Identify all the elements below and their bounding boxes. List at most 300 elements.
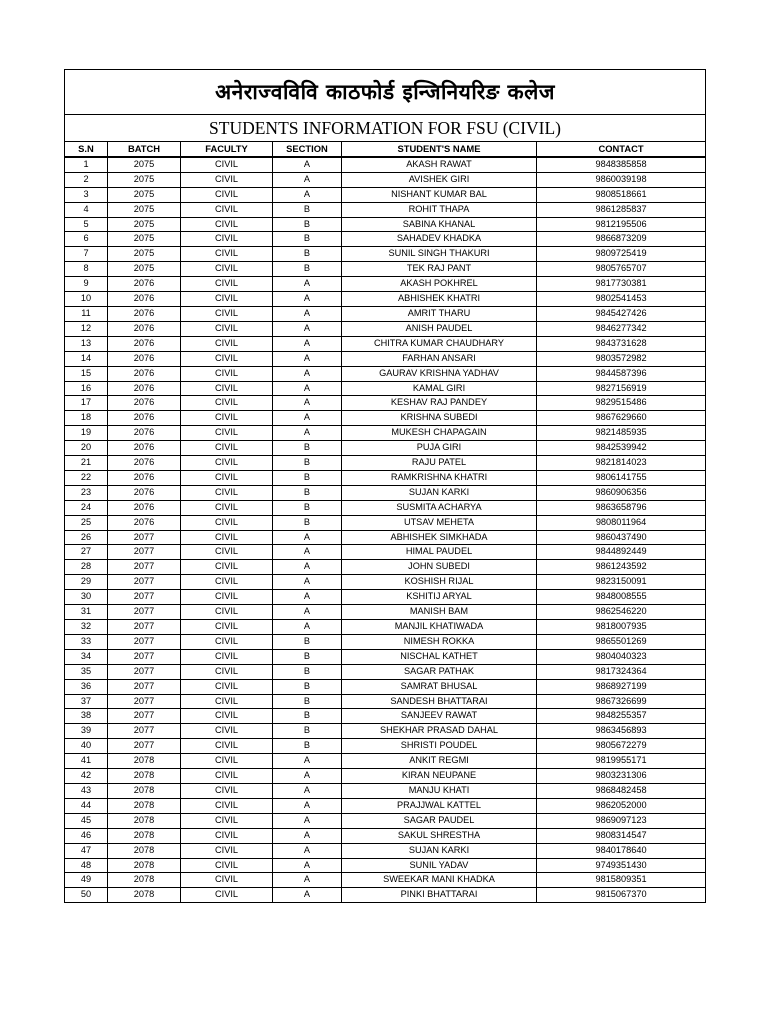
table-row xyxy=(65,620,706,635)
cell-contact: 9848385858 xyxy=(537,157,706,172)
cell-faculty: CIVIL xyxy=(181,277,273,292)
cell-student-name: AVISHEK GIRI xyxy=(342,172,537,187)
table-row xyxy=(65,754,706,769)
column-header-faculty: FACULTY xyxy=(181,142,273,157)
cell-student-name: PUJA GIRI xyxy=(342,441,537,456)
cell-student-name: KIRAN NEUPANE xyxy=(342,769,537,784)
cell-student-name: UTSAV MEHETA xyxy=(342,515,537,530)
cell-sn: 12 xyxy=(65,321,108,336)
cell-faculty: CIVIL xyxy=(181,590,273,605)
cell-batch: 2078 xyxy=(108,783,181,798)
cell-faculty: CIVIL xyxy=(181,545,273,560)
cell-faculty: CIVIL xyxy=(181,202,273,217)
cell-section: B xyxy=(273,217,342,232)
cell-contact: 9863658796 xyxy=(537,500,706,515)
cell-batch: 2077 xyxy=(108,709,181,724)
cell-section: A xyxy=(273,157,342,172)
cell-section: B xyxy=(273,649,342,664)
table-row xyxy=(65,888,706,903)
column-header-batch: BATCH xyxy=(108,142,181,157)
cell-student-name: SWEEKAR MANI KHADKA xyxy=(342,873,537,888)
cell-sn: 34 xyxy=(65,649,108,664)
cell-faculty: CIVIL xyxy=(181,187,273,202)
students-table xyxy=(64,69,706,903)
cell-contact: 9804040323 xyxy=(537,649,706,664)
cell-batch: 2076 xyxy=(108,456,181,471)
cell-faculty: CIVIL xyxy=(181,351,273,366)
cell-student-name: ANKIT REGMI xyxy=(342,754,537,769)
cell-sn: 47 xyxy=(65,843,108,858)
table-row xyxy=(65,694,706,709)
cell-faculty: CIVIL xyxy=(181,336,273,351)
column-header-sn: S.N xyxy=(65,142,108,157)
cell-section: A xyxy=(273,560,342,575)
table-row xyxy=(65,247,706,262)
cell-contact: 9808011964 xyxy=(537,515,706,530)
table-row xyxy=(65,545,706,560)
cell-sn: 44 xyxy=(65,798,108,813)
cell-faculty: CIVIL xyxy=(181,411,273,426)
cell-contact: 9815809351 xyxy=(537,873,706,888)
cell-sn: 25 xyxy=(65,515,108,530)
sheet-title: STUDENTS INFORMATION FOR FSU (CIVIL) xyxy=(65,115,706,142)
cell-student-name: KAMAL GIRI xyxy=(342,381,537,396)
cell-section: A xyxy=(273,858,342,873)
cell-contact: 9861243592 xyxy=(537,560,706,575)
cell-student-name: SAGAR PATHAK xyxy=(342,664,537,679)
cell-faculty: CIVIL xyxy=(181,783,273,798)
cell-student-name: FARHAN ANSARI xyxy=(342,351,537,366)
cell-section: A xyxy=(273,575,342,590)
table-row xyxy=(65,306,706,321)
cell-section: A xyxy=(273,605,342,620)
cell-faculty: CIVIL xyxy=(181,247,273,262)
cell-batch: 2076 xyxy=(108,381,181,396)
cell-batch: 2075 xyxy=(108,172,181,187)
cell-faculty: CIVIL xyxy=(181,873,273,888)
cell-batch: 2076 xyxy=(108,292,181,307)
cell-batch: 2076 xyxy=(108,351,181,366)
cell-student-name: SABINA KHANAL xyxy=(342,217,537,232)
cell-contact: 9865501269 xyxy=(537,634,706,649)
cell-batch: 2077 xyxy=(108,649,181,664)
cell-sn: 46 xyxy=(65,828,108,843)
cell-section: A xyxy=(273,888,342,903)
column-header-contact: CONTACT xyxy=(537,142,706,157)
table-row xyxy=(65,292,706,307)
cell-sn: 3 xyxy=(65,187,108,202)
cell-sn: 37 xyxy=(65,694,108,709)
cell-faculty: CIVIL xyxy=(181,649,273,664)
cell-student-name: ROHIT THAPA xyxy=(342,202,537,217)
cell-faculty: CIVIL xyxy=(181,157,273,172)
table-row xyxy=(65,232,706,247)
cell-sn: 20 xyxy=(65,441,108,456)
cell-batch: 2078 xyxy=(108,843,181,858)
cell-student-name: MANJIL KHATIWADA xyxy=(342,620,537,635)
cell-student-name: MANISH BAM xyxy=(342,605,537,620)
cell-section: B xyxy=(273,202,342,217)
cell-section: B xyxy=(273,485,342,500)
cell-faculty: CIVIL xyxy=(181,381,273,396)
cell-sn: 21 xyxy=(65,456,108,471)
cell-sn: 38 xyxy=(65,709,108,724)
cell-contact: 9863456893 xyxy=(537,724,706,739)
cell-faculty: CIVIL xyxy=(181,366,273,381)
cell-contact: 9829515486 xyxy=(537,396,706,411)
table-row xyxy=(65,485,706,500)
cell-student-name: SUNIL SINGH THAKURI xyxy=(342,247,537,262)
cell-sn: 30 xyxy=(65,590,108,605)
table-row xyxy=(65,441,706,456)
cell-contact: 9844587396 xyxy=(537,366,706,381)
cell-batch: 2078 xyxy=(108,858,181,873)
cell-section: A xyxy=(273,545,342,560)
cell-contact: 9861285837 xyxy=(537,202,706,217)
table-row xyxy=(65,262,706,277)
cell-section: B xyxy=(273,679,342,694)
cell-section: B xyxy=(273,694,342,709)
cell-section: A xyxy=(273,396,342,411)
cell-batch: 2076 xyxy=(108,396,181,411)
cell-section: A xyxy=(273,769,342,784)
cell-sn: 49 xyxy=(65,873,108,888)
cell-contact: 9846277342 xyxy=(537,321,706,336)
table-row xyxy=(65,605,706,620)
cell-faculty: CIVIL xyxy=(181,262,273,277)
table-row xyxy=(65,321,706,336)
cell-faculty: CIVIL xyxy=(181,172,273,187)
cell-student-name: AKASH POKHREL xyxy=(342,277,537,292)
table-row xyxy=(65,456,706,471)
cell-batch: 2075 xyxy=(108,202,181,217)
cell-sn: 7 xyxy=(65,247,108,262)
cell-section: B xyxy=(273,634,342,649)
cell-sn: 29 xyxy=(65,575,108,590)
cell-faculty: CIVIL xyxy=(181,232,273,247)
cell-contact: 9866873209 xyxy=(537,232,706,247)
cell-student-name: NIMESH ROKKA xyxy=(342,634,537,649)
cell-section: B xyxy=(273,441,342,456)
cell-section: B xyxy=(273,500,342,515)
table-row xyxy=(65,739,706,754)
college-title-devanagari: अनेराज्वविवि काठफोर्ड इन्जिनियरिङ कलेज xyxy=(65,70,706,115)
cell-contact: 9805765707 xyxy=(537,262,706,277)
cell-section: A xyxy=(273,277,342,292)
cell-sn: 45 xyxy=(65,813,108,828)
cell-faculty: CIVIL xyxy=(181,470,273,485)
cell-contact: 9827156919 xyxy=(537,381,706,396)
cell-contact: 9867326699 xyxy=(537,694,706,709)
header-row xyxy=(65,142,706,157)
cell-faculty: CIVIL xyxy=(181,321,273,336)
table-row xyxy=(65,783,706,798)
table-row xyxy=(65,828,706,843)
cell-section: B xyxy=(273,709,342,724)
cell-sn: 10 xyxy=(65,292,108,307)
cell-student-name: RAJU PATEL xyxy=(342,456,537,471)
table-row xyxy=(65,172,706,187)
cell-contact: 9803572982 xyxy=(537,351,706,366)
cell-contact: 9819955171 xyxy=(537,754,706,769)
cell-batch: 2076 xyxy=(108,306,181,321)
cell-batch: 2076 xyxy=(108,441,181,456)
cell-faculty: CIVIL xyxy=(181,500,273,515)
cell-contact: 9867629660 xyxy=(537,411,706,426)
cell-sn: 27 xyxy=(65,545,108,560)
cell-faculty: CIVIL xyxy=(181,798,273,813)
cell-sn: 13 xyxy=(65,336,108,351)
table-row xyxy=(65,769,706,784)
cell-section: A xyxy=(273,411,342,426)
cell-contact: 9806141755 xyxy=(537,470,706,485)
cell-sn: 1 xyxy=(65,157,108,172)
cell-batch: 2077 xyxy=(108,620,181,635)
cell-batch: 2077 xyxy=(108,560,181,575)
table-row xyxy=(65,351,706,366)
cell-student-name: KRISHNA SUBEDI xyxy=(342,411,537,426)
cell-sn: 33 xyxy=(65,634,108,649)
column-header-section: SECTION xyxy=(273,142,342,157)
cell-faculty: CIVIL xyxy=(181,754,273,769)
cell-faculty: CIVIL xyxy=(181,634,273,649)
cell-faculty: CIVIL xyxy=(181,828,273,843)
cell-student-name: SUNIL YADAV xyxy=(342,858,537,873)
cell-contact: 9821814023 xyxy=(537,456,706,471)
cell-student-name: SHEKHAR PRASAD DAHAL xyxy=(342,724,537,739)
table-row xyxy=(65,709,706,724)
cell-student-name: SUJAN KARKI xyxy=(342,485,537,500)
table-row xyxy=(65,157,706,172)
cell-sn: 9 xyxy=(65,277,108,292)
table-row xyxy=(65,798,706,813)
cell-section: A xyxy=(273,783,342,798)
cell-batch: 2076 xyxy=(108,426,181,441)
cell-contact: 9805672279 xyxy=(537,739,706,754)
cell-section: B xyxy=(273,739,342,754)
cell-sn: 14 xyxy=(65,351,108,366)
cell-sn: 19 xyxy=(65,426,108,441)
cell-batch: 2078 xyxy=(108,873,181,888)
cell-section: B xyxy=(273,247,342,262)
cell-batch: 2075 xyxy=(108,232,181,247)
cell-batch: 2076 xyxy=(108,515,181,530)
cell-student-name: MANJU KHATI xyxy=(342,783,537,798)
cell-sn: 43 xyxy=(65,783,108,798)
cell-contact: 9817324364 xyxy=(537,664,706,679)
cell-contact: 9803231306 xyxy=(537,769,706,784)
cell-sn: 48 xyxy=(65,858,108,873)
cell-batch: 2077 xyxy=(108,530,181,545)
table-row xyxy=(65,530,706,545)
cell-faculty: CIVIL xyxy=(181,426,273,441)
cell-section: A xyxy=(273,321,342,336)
cell-batch: 2077 xyxy=(108,545,181,560)
cell-faculty: CIVIL xyxy=(181,485,273,500)
cell-student-name: TEK RAJ PANT xyxy=(342,262,537,277)
cell-contact: 9869097123 xyxy=(537,813,706,828)
cell-batch: 2076 xyxy=(108,485,181,500)
table-row xyxy=(65,336,706,351)
cell-batch: 2078 xyxy=(108,798,181,813)
cell-student-name: NISHANT KUMAR BAL xyxy=(342,187,537,202)
cell-section: A xyxy=(273,306,342,321)
cell-batch: 2077 xyxy=(108,679,181,694)
cell-section: B xyxy=(273,232,342,247)
cell-faculty: CIVIL xyxy=(181,605,273,620)
cell-batch: 2075 xyxy=(108,247,181,262)
cell-batch: 2075 xyxy=(108,217,181,232)
cell-section: A xyxy=(273,873,342,888)
cell-batch: 2077 xyxy=(108,575,181,590)
cell-faculty: CIVIL xyxy=(181,515,273,530)
cell-contact: 9862546220 xyxy=(537,605,706,620)
cell-student-name: JOHN SUBEDI xyxy=(342,560,537,575)
cell-student-name: CHITRA KUMAR CHAUDHARY xyxy=(342,336,537,351)
cell-contact: 9808518661 xyxy=(537,187,706,202)
cell-faculty: CIVIL xyxy=(181,724,273,739)
cell-section: B xyxy=(273,664,342,679)
cell-batch: 2078 xyxy=(108,769,181,784)
cell-contact: 9842539942 xyxy=(537,441,706,456)
cell-batch: 2076 xyxy=(108,336,181,351)
cell-student-name: PRAJJWAL KATTEL xyxy=(342,798,537,813)
cell-student-name: ABHISHEK SIMKHADA xyxy=(342,530,537,545)
cell-contact: 9840178640 xyxy=(537,843,706,858)
cell-section: A xyxy=(273,426,342,441)
cell-contact: 9812195506 xyxy=(537,217,706,232)
cell-faculty: CIVIL xyxy=(181,739,273,754)
cell-contact: 9862052000 xyxy=(537,798,706,813)
cell-sn: 26 xyxy=(65,530,108,545)
table-row xyxy=(65,500,706,515)
table-row xyxy=(65,470,706,485)
cell-student-name: ABHISHEK KHATRI xyxy=(342,292,537,307)
cell-section: A xyxy=(273,530,342,545)
cell-batch: 2076 xyxy=(108,411,181,426)
cell-batch: 2077 xyxy=(108,605,181,620)
cell-faculty: CIVIL xyxy=(181,560,273,575)
cell-student-name: SANJEEV RAWAT xyxy=(342,709,537,724)
cell-section: B xyxy=(273,515,342,530)
table-row xyxy=(65,590,706,605)
cell-batch: 2075 xyxy=(108,187,181,202)
cell-batch: 2076 xyxy=(108,366,181,381)
cell-sn: 4 xyxy=(65,202,108,217)
cell-section: A xyxy=(273,381,342,396)
cell-faculty: CIVIL xyxy=(181,530,273,545)
cell-student-name: SUJAN KARKI xyxy=(342,843,537,858)
cell-faculty: CIVIL xyxy=(181,396,273,411)
cell-faculty: CIVIL xyxy=(181,664,273,679)
table-row xyxy=(65,515,706,530)
cell-sn: 22 xyxy=(65,470,108,485)
cell-sn: 18 xyxy=(65,411,108,426)
cell-sn: 41 xyxy=(65,754,108,769)
cell-faculty: CIVIL xyxy=(181,858,273,873)
cell-section: B xyxy=(273,724,342,739)
cell-batch: 2077 xyxy=(108,590,181,605)
cell-sn: 31 xyxy=(65,605,108,620)
table-row xyxy=(65,366,706,381)
cell-faculty: CIVIL xyxy=(181,306,273,321)
cell-student-name: KOSHISH RIJAL xyxy=(342,575,537,590)
cell-section: A xyxy=(273,351,342,366)
cell-batch: 2078 xyxy=(108,828,181,843)
table-row xyxy=(65,724,706,739)
cell-section: A xyxy=(273,843,342,858)
cell-batch: 2076 xyxy=(108,500,181,515)
cell-student-name: SAMRAT BHUSAL xyxy=(342,679,537,694)
cell-faculty: CIVIL xyxy=(181,217,273,232)
table-row xyxy=(65,664,706,679)
table-row xyxy=(65,426,706,441)
cell-contact: 9823150091 xyxy=(537,575,706,590)
cell-faculty: CIVIL xyxy=(181,292,273,307)
cell-section: A xyxy=(273,754,342,769)
table-row xyxy=(65,649,706,664)
cell-faculty: CIVIL xyxy=(181,694,273,709)
cell-sn: 11 xyxy=(65,306,108,321)
cell-batch: 2077 xyxy=(108,694,181,709)
cell-sn: 35 xyxy=(65,664,108,679)
table-row xyxy=(65,217,706,232)
cell-batch: 2075 xyxy=(108,262,181,277)
cell-sn: 8 xyxy=(65,262,108,277)
cell-student-name: SHRISTI POUDEL xyxy=(342,739,537,754)
cell-section: A xyxy=(273,828,342,843)
cell-contact: 9848255357 xyxy=(537,709,706,724)
cell-batch: 2077 xyxy=(108,664,181,679)
cell-section: A xyxy=(273,366,342,381)
cell-contact: 9817730381 xyxy=(537,277,706,292)
cell-sn: 36 xyxy=(65,679,108,694)
table-row xyxy=(65,381,706,396)
cell-contact: 9749351430 xyxy=(537,858,706,873)
cell-batch: 2077 xyxy=(108,634,181,649)
table-row xyxy=(65,396,706,411)
cell-student-name: KESHAV RAJ PANDEY xyxy=(342,396,537,411)
cell-contact: 9808314547 xyxy=(537,828,706,843)
cell-faculty: CIVIL xyxy=(181,441,273,456)
cell-student-name: PINKI BHATTARAI xyxy=(342,888,537,903)
cell-student-name: HIMAL PAUDEL xyxy=(342,545,537,560)
cell-batch: 2076 xyxy=(108,321,181,336)
cell-sn: 15 xyxy=(65,366,108,381)
table-row xyxy=(65,277,706,292)
cell-sn: 17 xyxy=(65,396,108,411)
cell-student-name: SAKUL SHRESTHA xyxy=(342,828,537,843)
cell-batch: 2077 xyxy=(108,724,181,739)
cell-batch: 2078 xyxy=(108,888,181,903)
cell-faculty: CIVIL xyxy=(181,709,273,724)
cell-contact: 9848008555 xyxy=(537,590,706,605)
cell-section: A xyxy=(273,813,342,828)
cell-sn: 23 xyxy=(65,485,108,500)
table-row xyxy=(65,634,706,649)
cell-section: B xyxy=(273,262,342,277)
cell-section: A xyxy=(273,620,342,635)
cell-sn: 32 xyxy=(65,620,108,635)
cell-contact: 9860039198 xyxy=(537,172,706,187)
cell-batch: 2076 xyxy=(108,277,181,292)
table-row xyxy=(65,843,706,858)
cell-contact: 9860437490 xyxy=(537,530,706,545)
cell-contact: 9868927199 xyxy=(537,679,706,694)
cell-faculty: CIVIL xyxy=(181,456,273,471)
cell-student-name: AKASH RAWAT xyxy=(342,157,537,172)
cell-batch: 2075 xyxy=(108,157,181,172)
